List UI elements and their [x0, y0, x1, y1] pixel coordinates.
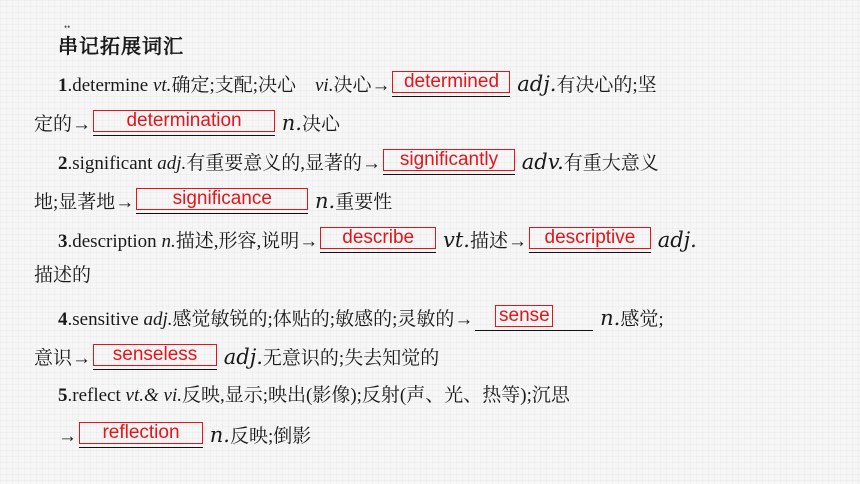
answer-text: determination: [93, 110, 275, 132]
item-3-line-1: [58, 226, 697, 254]
item-word: .significant: [67, 153, 158, 174]
item-number: 5: [58, 385, 68, 406]
meaning-text: 确定;支配;决心: [171, 75, 296, 96]
pos-label: n.: [281, 111, 302, 135]
meaning-text: 有重要意义的,显著的→: [186, 153, 381, 174]
pos-label: adj.: [657, 228, 697, 252]
pos-label: n.: [600, 306, 621, 330]
meaning-text: 有决心的;坚: [556, 75, 657, 96]
pos-label: adj.: [143, 309, 173, 330]
pos-label: n.: [315, 189, 336, 213]
item-number: 4: [58, 309, 68, 330]
meaning-text: 反映;倒影: [229, 426, 312, 447]
answer-text: significantly: [383, 149, 515, 171]
meaning-text: 感觉敏锐的;体贴的;敏感的;灵敏的→: [172, 309, 474, 330]
pos-label: adj.: [157, 153, 187, 174]
item-2-line-2: [34, 187, 392, 215]
pos-label: vi.: [315, 75, 334, 96]
answer-blank[interactable]: [392, 71, 510, 97]
item-number: 3: [58, 231, 68, 252]
answer-text: significance: [136, 188, 308, 210]
meaning-text: 无意识的;失去知觉的: [262, 348, 440, 369]
meaning-text: 定的→: [34, 114, 92, 135]
answer-blank[interactable]: [529, 227, 651, 253]
answer-blank[interactable]: [79, 422, 203, 448]
item-number: 2: [58, 153, 68, 174]
pos-label: n.: [161, 231, 176, 252]
pos-label: adj.: [517, 72, 557, 96]
pos-label: vt.: [152, 75, 172, 96]
item-word: .reflect: [67, 385, 126, 406]
item-4-line-2: [34, 343, 439, 371]
meaning-text: 决心→: [333, 75, 391, 96]
meaning-text: 描述,形容,说明→: [175, 231, 319, 252]
pos-label: vt.: [442, 228, 470, 252]
pos-label: adj.: [223, 345, 263, 369]
answer-blank[interactable]: [320, 227, 436, 253]
meaning-text: 地;显著地→: [34, 192, 135, 213]
answer-blank[interactable]: [136, 188, 308, 214]
meaning-text: 感觉;: [620, 309, 664, 330]
answer-text: describe: [320, 227, 436, 249]
item-3-line-2: [34, 262, 91, 290]
meaning-text: 反映,显示;映出(影像);反射(声、光、热等);沉思: [181, 385, 570, 406]
answer-blank[interactable]: [93, 344, 217, 370]
meaning-text: 意识→: [34, 348, 92, 369]
item-4-line-1: [58, 304, 664, 332]
item-number: 1: [58, 75, 68, 96]
meaning-text: 有重大意义: [563, 153, 659, 174]
pos-label: adv.: [521, 150, 564, 174]
answer-text: descriptive: [529, 227, 651, 249]
meaning-text: 重要性: [335, 192, 393, 213]
pos-label: n.: [209, 423, 230, 447]
decorative-dots: ••: [64, 22, 71, 32]
answer-text: sense: [495, 305, 553, 327]
section-title: 串记拓展词汇: [58, 34, 184, 58]
answer-blank[interactable]: [383, 149, 515, 175]
answer-blank[interactable]: [475, 305, 593, 331]
item-1-line-1: [58, 70, 657, 98]
meaning-text: 描述的: [34, 265, 92, 286]
meaning-text: 决心: [301, 114, 340, 135]
answer-text: reflection: [79, 422, 203, 444]
answer-text: senseless: [93, 344, 217, 366]
item-2-line-1: [58, 148, 659, 176]
item-word: .description: [67, 231, 162, 252]
item-word: .determine: [67, 75, 153, 96]
item-word: .sensitive: [67, 309, 144, 330]
answer-blank[interactable]: [93, 110, 275, 136]
meaning-text: 描述→: [469, 231, 527, 252]
item-1-line-2: [34, 109, 340, 137]
answer-text: determined: [392, 71, 510, 93]
item-5-line-1: [58, 382, 570, 410]
item-5-line-2: [58, 421, 311, 449]
meaning-text: →: [58, 426, 77, 447]
pos-label: vt.& vi.: [125, 385, 182, 406]
